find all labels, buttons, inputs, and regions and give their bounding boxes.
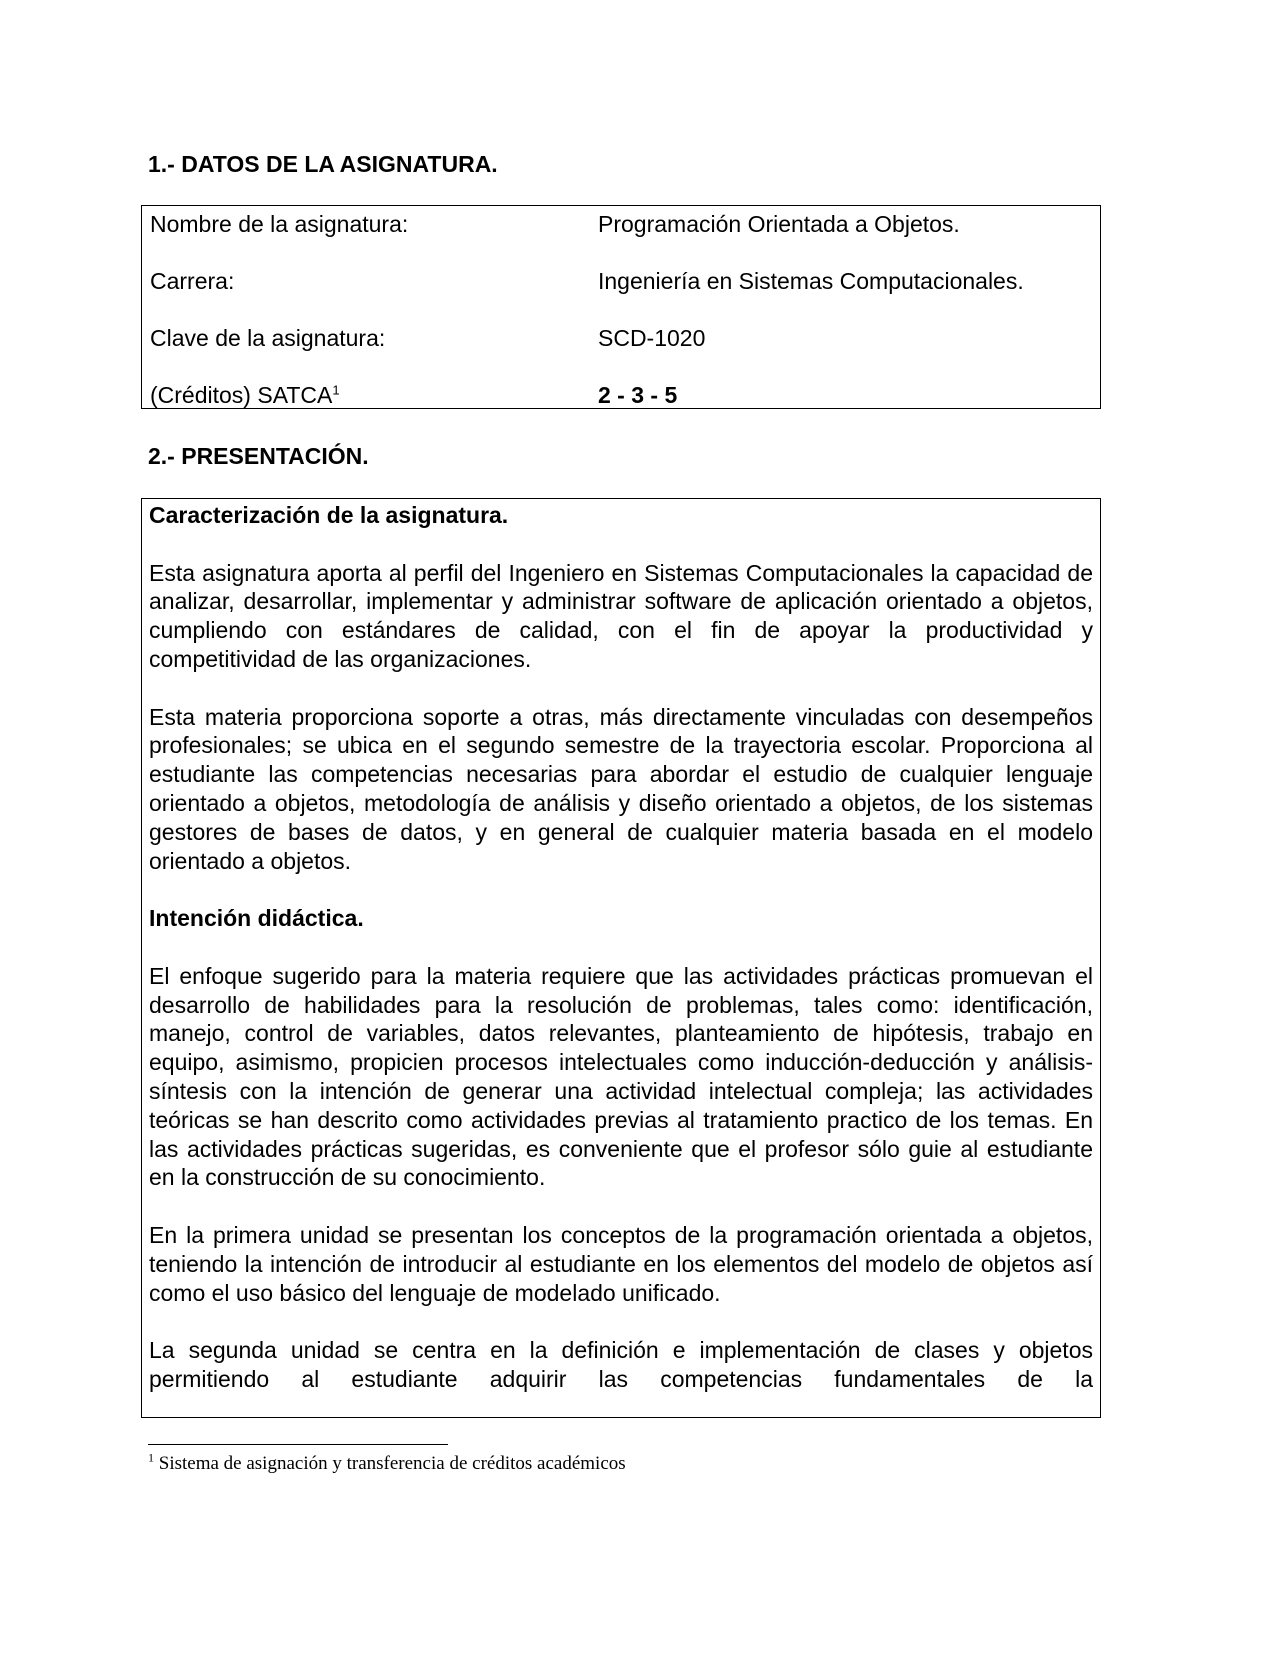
row-value: Ingeniería en Sistemas Computacionales.	[598, 268, 1024, 294]
row-label	[150, 380, 340, 410]
row-label: Nombre de la asignatura:	[150, 211, 409, 237]
caracterizacion-title: Caracterización de la asignatura.	[149, 502, 509, 528]
satca-label: (Créditos) SATCA	[150, 382, 333, 408]
footnote	[148, 1452, 626, 1476]
paragraph: Esta materia proporciona soporte a otras, más directamente vinculadas con desempeños profesionales; se ubica en el segundo semestre de la trayectoria escolar. Proporciona al estudiante las competencias necesarias para abordar el estudio de cualquier lenguaje orientado a objetos, metodología de análisis y diseño orientado a objetos, de los sistemas gestores de bases de datos, y en general de cualquier materia basada en el modelo orientado a objetos.	[149, 703, 1093, 874]
presentation-box	[141, 498, 1101, 1418]
credits-value: 2 - 3 - 5	[598, 382, 678, 408]
row-value: Programación Orientada a Objetos.	[598, 211, 960, 237]
section-2-heading: 2.- PRESENTACIÓN.	[148, 443, 369, 469]
subject-data-table	[141, 205, 1101, 409]
paragraph: En la primera unidad se presentan los conceptos de la programación orientada a objetos, teniendo la intención de introducir al estudiante en los elementos del modelo de objetos así como el uso básico del lenguaje de modelado unificado.	[149, 1221, 1093, 1306]
presentation-box-bottom-border	[141, 1417, 1101, 1418]
footnote-marker: 1	[148, 1450, 154, 1465]
table-row	[142, 209, 1100, 239]
paragraph: La segunda unidad se centra en la definición e implementación de clases y objetos permitiendo al estudiante adquirir las competencias fundamentales de la	[149, 1337, 1093, 1392]
presentation-content	[149, 501, 1093, 1394]
paragraph: El enfoque sugerido para la materia requiere que las actividades prácticas promuevan el desarrollo de habilidades para la resolución de problemas, tales como: identificación, manejo, control de variables, datos relevantes, planteamiento de hipótesis, trabajo en equipo, asimismo, propicien procesos intelectuales como inducción-deducción y análisis-síntesis con la intención de generar una actividad intelectual compleja; las actividades teóricas se han descrito como actividades previas al tratamiento practico de los temas. En las actividades prácticas sugeridas, es conveniente que el profesor sólo guie al estudiante en la construcción de su conocimiento.	[149, 962, 1093, 1191]
row-value: SCD-1020	[598, 325, 706, 351]
footnote-ref: 1	[332, 382, 340, 398]
table-row	[142, 323, 1100, 353]
table-row	[142, 266, 1100, 296]
intencion-title: Intención didáctica.	[149, 905, 364, 932]
footnote-text: Sistema de asignación y transferencia de créditos académicos	[158, 1453, 626, 1474]
row-label: Carrera:	[150, 268, 235, 294]
paragraph: Esta asignatura aporta al perfil del Ingeniero en Sistemas Computacionales la capacidad de analizar, desarrollar, implementar y administrar software de aplicación orientado a objetos, cumpliendo con estándares de calidad, con el fin de apoyar la productividad y competitividad de las organizaciones.	[149, 559, 1093, 672]
table-row	[142, 380, 1100, 410]
footnote-separator	[148, 1444, 448, 1445]
row-label: Clave de la asignatura:	[150, 325, 386, 351]
section-1-heading: 1.- DATOS DE LA ASIGNATURA.	[148, 151, 498, 177]
